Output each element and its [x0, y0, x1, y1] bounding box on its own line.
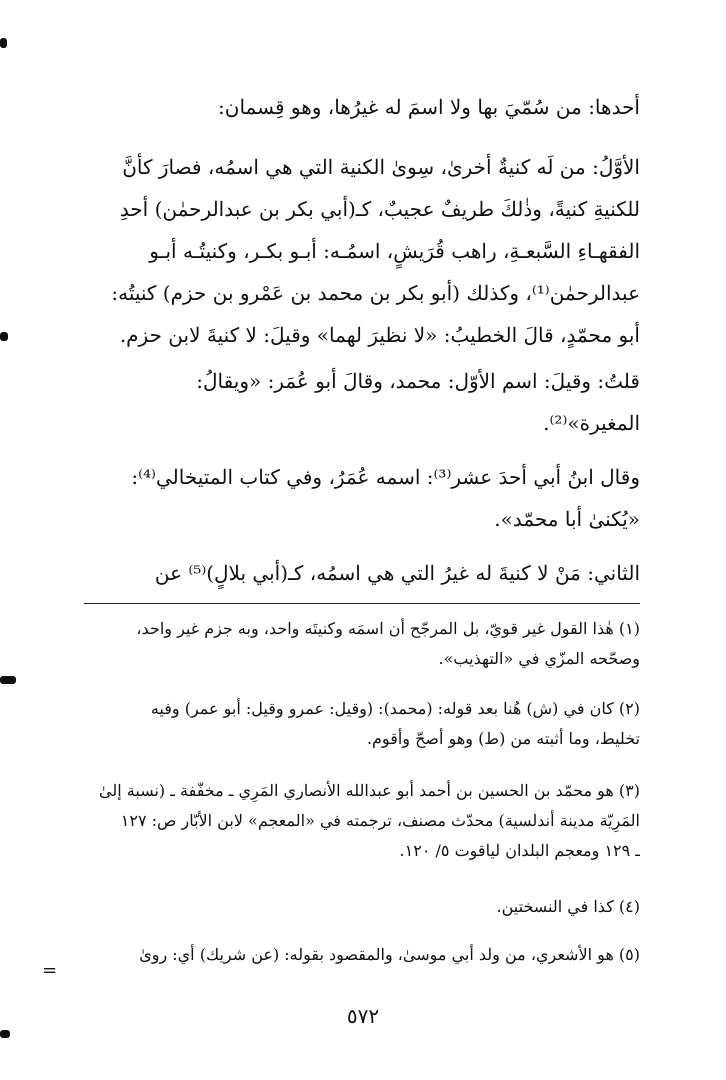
first-type-paragraph — [74, 146, 640, 356]
text-line: الأوَّلُ: من لَه كنيةٌ أخرىٰ، سِوىٰ الكنية التي هي اسمُه، فصارَ كأنَّ — [122, 155, 640, 179]
footnote-1 — [74, 614, 640, 674]
text-line: للكنيةِ كنيةً، وذٰلكَ طريفٌ عجيبٌ، كـ(أبي بكر بن عبدالرحمٰن) أحدِ — [119, 197, 640, 221]
scan-mark — [0, 676, 16, 684]
page-number: ٥٧٢ — [346, 1004, 380, 1028]
second-type-paragraph — [74, 552, 640, 594]
footnote-3 — [74, 776, 640, 866]
text-line: الثاني: مَنْ لا كنيةَ له غيرُ التي هي اسمُه، كـ(أبي بلالٍ)⁽⁵⁾ عن — [154, 561, 640, 585]
qultu-paragraph — [74, 360, 640, 444]
footnote-5 — [74, 940, 640, 970]
scan-mark — [0, 1030, 10, 1038]
footnote-2 — [74, 694, 640, 754]
intro-paragraph — [74, 86, 640, 128]
text-line: أحدها: من سُمّيَ بها ولا اسمَ له غيرُها، وهو قِسمان: — [218, 95, 640, 119]
footnote-line: (٥) هو الأشعري، من ولد أبي موسىٰ، والمقصود بقوله: (عن شريك) أي: روىٰ — [139, 945, 640, 964]
footnote-line: ـ ١٢٩ ومعجم البلدان لياقوت ٥/ ١٢٠. — [399, 841, 640, 860]
text-line: «يُكنىٰ أبا محمّد». — [494, 507, 640, 531]
footnote-line: (٣) هو محمّد بن الحسين بن أحمد أبو عبدالله الأنصاري المَرِي ـ مخفّفة ـ (نسبة إلىٰ — [99, 781, 640, 800]
continuation-mark: = — [42, 960, 58, 981]
ibn-paragraph — [74, 456, 640, 540]
footnote-4 — [74, 892, 640, 922]
footnote-line: المَرِيّة مدينة أندلسية) محدّث مصنف، ترجمته في «المعجم» لابن الأبّار ص: ١٢٧ — [120, 811, 640, 830]
text-line: قلتُ: وقيلَ: اسم الأوّل: محمد، وقالَ أبو عُمَر: «ويقالُ: — [196, 369, 640, 393]
footnote-divider — [84, 603, 640, 604]
text-line: المغيرة»⁽²⁾. — [543, 411, 640, 435]
footnote-line: تخليط، وما أثبته من (ط) وهو أصحّ وأقوم. — [366, 729, 640, 748]
scan-mark — [0, 332, 8, 341]
scan-mark — [0, 38, 7, 48]
text-line: عبدالرحمٰن⁽¹⁾، وكذلك (أبو بكر بن محمد بن عَمْرو بن حزم) كنيتُه: — [111, 281, 640, 305]
text-line: أبو محمّدٍ، قالَ الخطيبُ: «لا نظيرَ لهما» وقيلَ: لا كنيةَ لابن حزم. — [119, 323, 640, 347]
footnote-line: وصحّحه المزّي في «التهذيب». — [438, 649, 640, 668]
footnote-line: (٢) كان في (ش) هُنا بعد قوله: (محمد): (وقيل: عمرو وقيل: أبو عمر) وفيه — [150, 699, 640, 718]
footnote-line: (٤) كذا في النسختين. — [496, 897, 640, 916]
text-line: الفقهـاءِ السَّبعـةِ، راهب قُرَيشٍ، اسمُـه: أبـو بكـر، وكنيتُـه أبـو — [149, 239, 640, 263]
footnote-line: (١) هٰذا القول غير قويّ، بل المرجّح أن اسمَه وكنيتَه واحد، وبه جزم غير واحد، — [136, 619, 640, 638]
text-line: وقال ابنُ أبي أحدَ عشر⁽³⁾: اسمه عُمَرُ، وفي كتاب المتيخالي⁽⁴⁾: — [131, 465, 640, 489]
